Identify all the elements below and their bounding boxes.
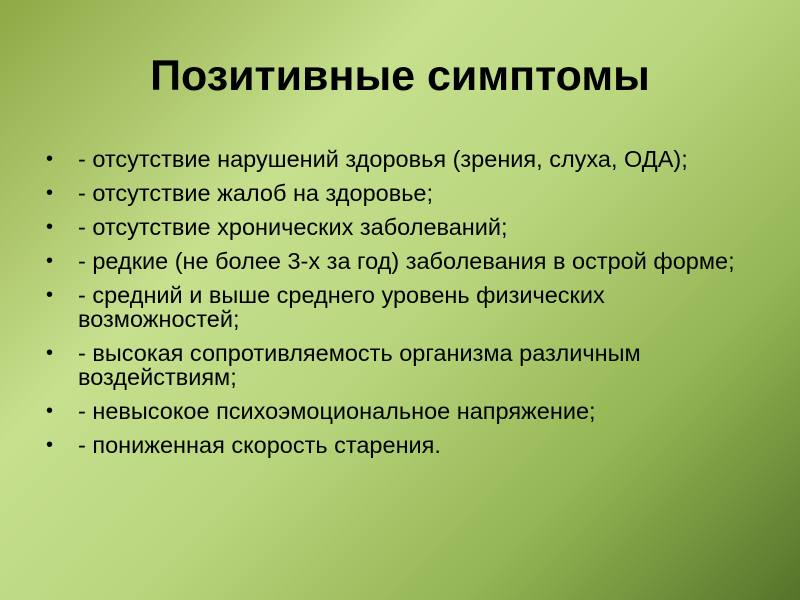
bullet-text: - пониженная скорость старения. <box>78 432 441 458</box>
bullet-dot-icon: • <box>46 216 54 238</box>
bullet-dot-icon: • <box>46 182 54 204</box>
bullet-item <box>46 147 746 171</box>
bullet-dot-icon: • <box>46 250 54 272</box>
bullet-text: - невысокое психоэмоциональное напряжение; <box>78 398 596 424</box>
bullet-text: - отсутствие нарушений здоровья (зрения, слуха, ОДА); <box>78 146 688 172</box>
bullet-text: - высокая сопротивляемость организма различным воздействиям; <box>78 340 641 390</box>
bullet-dot-icon: • <box>46 434 54 456</box>
slide-title: Позитивные симптомы <box>150 52 650 100</box>
bullet-text: - отсутствие хронических заболеваний; <box>78 214 508 240</box>
bullet-item <box>46 283 746 331</box>
bullet-text: - средний и выше среднего уровень физических возможностей; <box>78 282 605 332</box>
bullet-text: - отсутствие жалоб на здоровье; <box>78 180 434 206</box>
bullet-item <box>46 249 746 273</box>
bullet-item <box>46 341 746 389</box>
bullet-dot-icon: • <box>46 400 54 422</box>
bullet-item <box>46 399 746 423</box>
bullet-item <box>46 181 746 205</box>
bullet-dot-icon: • <box>46 342 54 364</box>
bullet-item <box>46 215 746 239</box>
bullet-dot-icon: • <box>46 148 54 170</box>
bullet-list <box>46 147 746 467</box>
bullet-dot-icon: • <box>46 284 54 306</box>
bullet-text: - редкие (не более 3-х за год) заболевания в острой форме; <box>78 248 735 274</box>
bullet-item <box>46 433 746 457</box>
